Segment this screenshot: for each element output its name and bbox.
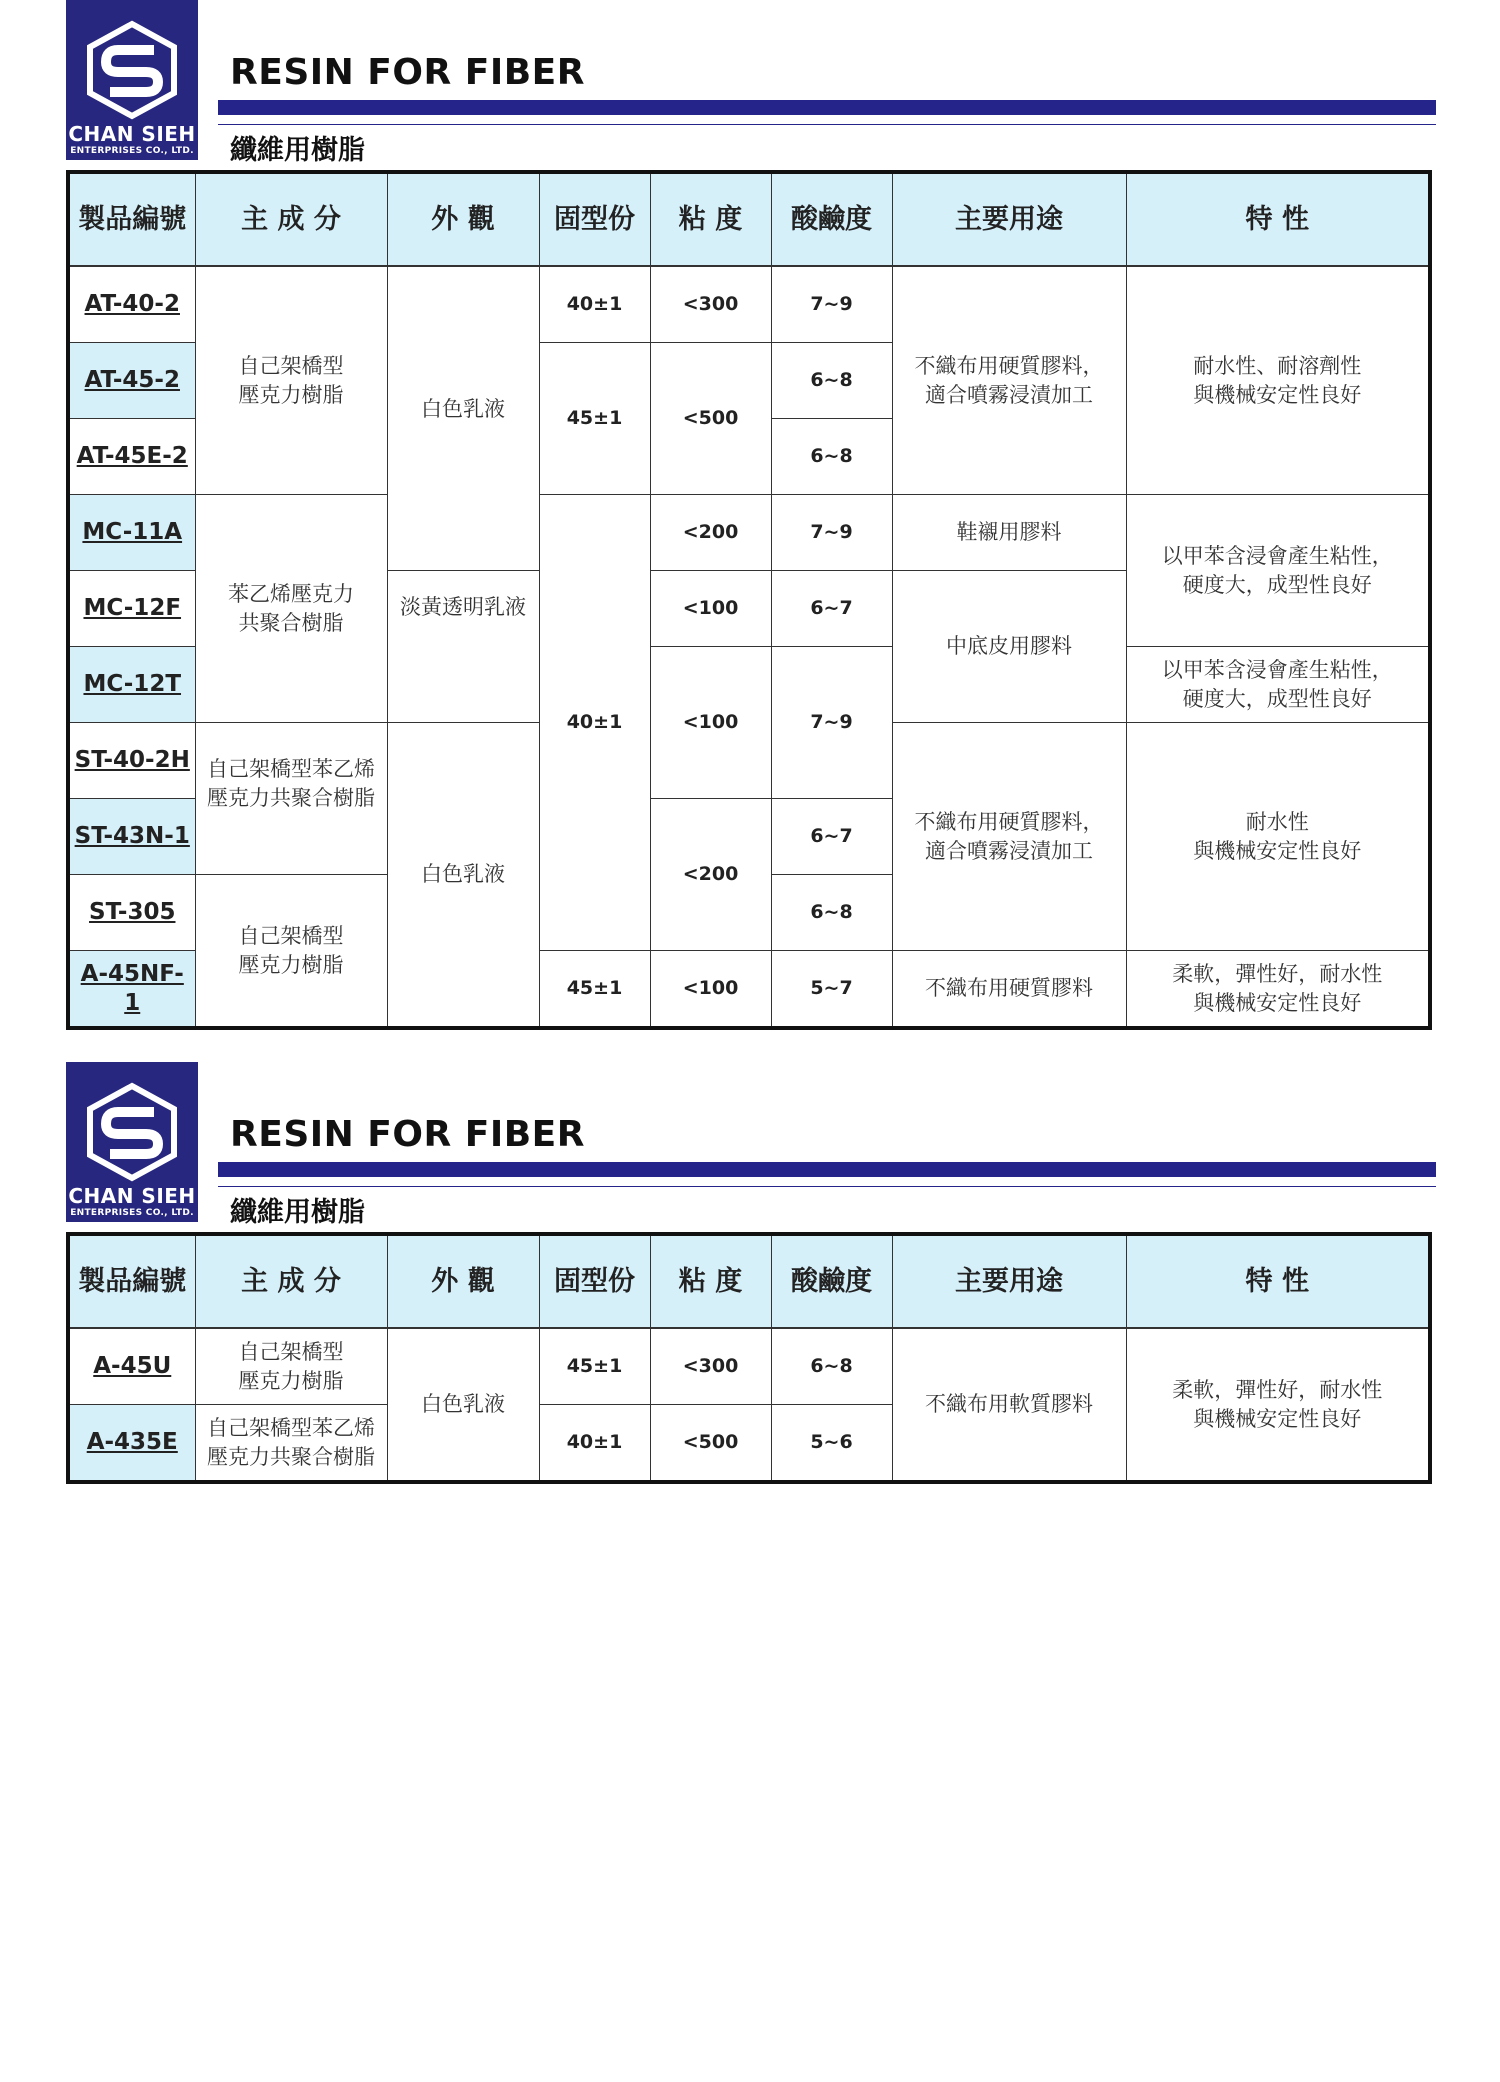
ph-cell: 7~9 (771, 647, 892, 799)
viscosity-cell: <300 (650, 266, 771, 343)
viscosity-cell: <300 (650, 1328, 771, 1405)
ph-cell: 6~8 (771, 419, 892, 495)
ph-cell: 6~8 (771, 343, 892, 419)
viscosity-cell: <200 (650, 495, 771, 571)
header-product-code: 製品編號 (68, 1234, 195, 1328)
ph-cell: 6~7 (771, 799, 892, 875)
title-underline (218, 1186, 1436, 1187)
header-viscosity: 粘 度 (650, 1234, 771, 1328)
brand-subtitle: ENTERPRISES CO., LTD. (70, 1208, 194, 1218)
header-viscosity: 粘 度 (650, 172, 771, 266)
ph-cell: 6~8 (771, 875, 892, 951)
viscosity-cell: <200 (650, 799, 771, 951)
viscosity-cell: <500 (650, 343, 771, 495)
brand-name: CHAN SIEH (68, 122, 196, 146)
header-features: 特 性 (1126, 172, 1430, 266)
header-appearance: 外 觀 (387, 172, 539, 266)
product-code[interactable]: A-435E (68, 1405, 195, 1483)
header-features: 特 性 (1126, 1234, 1430, 1328)
ph-cell: 5~6 (771, 1405, 892, 1483)
appearance-cell: 白色乳液 (387, 1328, 539, 1482)
features-cell: 柔軟，彈性好，耐水性 與機械安定性良好 (1126, 1328, 1430, 1482)
features-cell: 以甲苯含浸會產生粘性， 硬度大，成型性良好 (1126, 647, 1430, 723)
header-usage: 主要用途 (892, 172, 1126, 266)
solids-cell: 45±1 (539, 343, 650, 495)
composition-cell: 自己架橋型苯乙烯 壓克力共聚合樹脂 (195, 723, 387, 875)
composition-cell: 自己架橋型苯乙烯 壓克力共聚合樹脂 (195, 1405, 387, 1483)
solids-cell: 40±1 (539, 266, 650, 343)
usage-cell: 不織布用軟質膠料 (892, 1328, 1126, 1482)
appearance-cell: 白色乳液 (387, 266, 539, 571)
title-bar (218, 100, 1436, 115)
usage-cell: 不織布用硬質膠料， 適合噴霧浸漬加工 (892, 266, 1126, 495)
composition-cell: 自己架橋型 壓克力樹脂 (195, 266, 387, 495)
viscosity-cell: <100 (650, 571, 771, 647)
viscosity-cell: <500 (650, 1405, 771, 1483)
title-bar (218, 1162, 1436, 1177)
features-cell: 柔軟，彈性好，耐水性 與機械安定性良好 (1126, 951, 1430, 1029)
product-code[interactable]: AT-40-2 (68, 266, 195, 343)
composition-cell: 苯乙烯壓克力 共聚合樹脂 (195, 495, 387, 723)
table-row (68, 266, 1430, 343)
ph-cell: 6~8 (771, 1328, 892, 1405)
composition-cell: 自己架橋型 壓克力樹脂 (195, 875, 387, 1029)
header-ph: 酸鹼度 (771, 172, 892, 266)
header-composition: 主 成 分 (195, 172, 387, 266)
product-code[interactable]: ST-43N-1 (68, 799, 195, 875)
page-title: RESIN FOR FIBER (230, 1114, 585, 1155)
logo-emblem-icon (82, 1082, 182, 1182)
product-code[interactable]: MC-12F (68, 571, 195, 647)
header-ph: 酸鹼度 (771, 1234, 892, 1328)
brand-name: CHAN SIEH (68, 1184, 196, 1208)
solids-cell: 45±1 (539, 951, 650, 1029)
ph-cell: 6~7 (771, 571, 892, 647)
appearance-cell: 白色乳液 (387, 723, 539, 1029)
usage-cell: 不織布用硬質膠料， 適合噴霧浸漬加工 (892, 723, 1126, 951)
features-cell: 耐水性 與機械安定性良好 (1126, 723, 1430, 951)
solids-cell: 40±1 (539, 495, 650, 951)
features-cell: 以甲苯含浸會產生粘性， 硬度大，成型性良好 (1126, 495, 1430, 647)
product-code[interactable]: A-45U (68, 1328, 195, 1405)
page-title: RESIN FOR FIBER (230, 52, 585, 93)
product-code[interactable]: A-45NF-1 (68, 951, 195, 1029)
usage-cell: 不織布用硬質膠料 (892, 951, 1126, 1029)
viscosity-cell: <100 (650, 647, 771, 799)
ph-cell: 7~9 (771, 495, 892, 571)
solids-cell: 45±1 (539, 1328, 650, 1405)
ph-cell: 5~7 (771, 951, 892, 1029)
table-row (68, 495, 1430, 571)
brand-subtitle: ENTERPRISES CO., LTD. (70, 146, 194, 156)
header-appearance: 外 觀 (387, 1234, 539, 1328)
page-subtitle: 纖維用樹脂 (230, 1197, 365, 1228)
composition-cell: 自己架橋型 壓克力樹脂 (195, 1328, 387, 1405)
features-cell: 耐水性、耐溶劑性 與機械安定性良好 (1126, 266, 1430, 495)
resin-spec-table-1 (66, 170, 1432, 1030)
product-code[interactable]: AT-45E-2 (68, 419, 195, 495)
resin-spec-table-2 (66, 1232, 1432, 1484)
usage-cell: 中底皮用膠料 (892, 571, 1126, 723)
appearance-cell: 淡黃透明乳液 (387, 571, 539, 723)
product-code[interactable]: ST-305 (68, 875, 195, 951)
company-logo (66, 1062, 198, 1222)
header-product-code: 製品編號 (68, 172, 195, 266)
solids-cell: 40±1 (539, 1405, 650, 1483)
table-row (68, 1328, 1430, 1405)
header-solids: 固型份 (539, 1234, 650, 1328)
logo-emblem-icon (82, 20, 182, 120)
product-code[interactable]: MC-11A (68, 495, 195, 571)
page-subtitle: 纖維用樹脂 (230, 135, 365, 166)
ph-cell: 7~9 (771, 266, 892, 343)
header-composition: 主 成 分 (195, 1234, 387, 1328)
usage-cell: 鞋襯用膠料 (892, 495, 1126, 571)
product-code[interactable]: MC-12T (68, 647, 195, 723)
title-underline (218, 124, 1436, 125)
company-logo (66, 0, 198, 160)
header-solids: 固型份 (539, 172, 650, 266)
header-usage: 主要用途 (892, 1234, 1126, 1328)
product-code[interactable]: ST-40-2H (68, 723, 195, 799)
viscosity-cell: <100 (650, 951, 771, 1029)
product-code[interactable]: AT-45-2 (68, 343, 195, 419)
